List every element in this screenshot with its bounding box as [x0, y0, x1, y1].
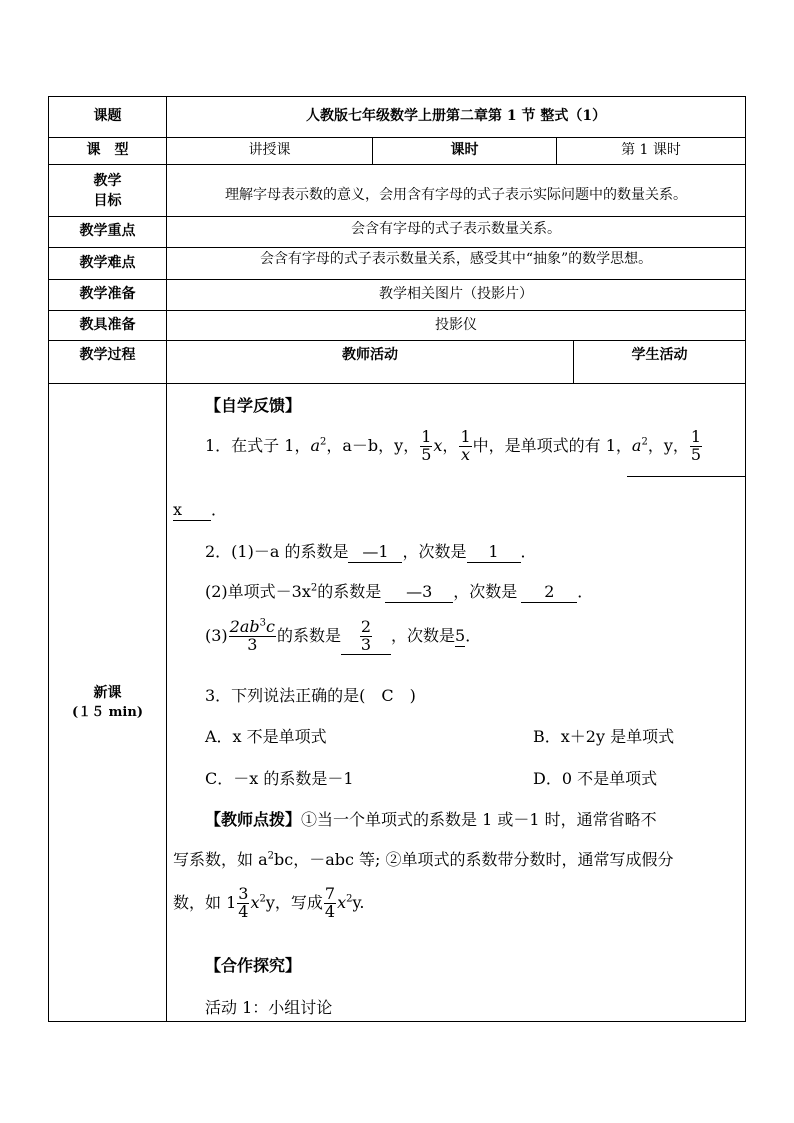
frac-num: 1: [690, 427, 702, 446]
frac-den: 4: [238, 901, 249, 921]
teacher-activity-header: 教师活动: [167, 341, 574, 384]
tip-line3-a: 数，如 1: [173, 892, 237, 912]
q2c-mid2: ，次数是: [391, 625, 456, 645]
teacher-tip-line1: [205, 810, 657, 830]
tip-line2-a: 写系数，如 a: [173, 850, 268, 869]
q1-exp: 2: [320, 436, 327, 448]
teacher-tip-line3: [173, 886, 365, 921]
frac-num: 7: [324, 884, 336, 903]
student-activity-header: 学生活动: [574, 341, 746, 384]
option-d: D．0 不是单项式: [533, 769, 658, 788]
q2b-coef: —3: [385, 582, 453, 603]
tip-line3-exp: 2: [259, 893, 266, 905]
option-a: A．x 不是单项式: [205, 727, 327, 746]
type-value: 讲授课: [167, 138, 373, 165]
q1-var-x: x: [433, 435, 443, 455]
q2b-period: ．: [577, 582, 594, 601]
period-value: 第 1 课时: [557, 138, 746, 165]
teacher-tip-heading: 【教师点拨】: [205, 810, 302, 829]
tip-line3-exp2: 2: [346, 893, 353, 905]
teacher-tip-line2: [173, 850, 674, 870]
q1-frac-answer: [690, 429, 702, 464]
tip-frac-7-4: [324, 886, 336, 921]
q1-frac-1-5: [420, 429, 432, 464]
tip-line3-x2: x: [337, 892, 347, 912]
prep-value: 教学相关图片（投影片）: [167, 280, 746, 311]
prep-label: 教学准备: [49, 280, 167, 311]
option-c: C．－x 的系数是－1: [205, 769, 354, 788]
frac-num: 3: [238, 884, 249, 903]
q1-tail-x: x: [173, 500, 211, 521]
frac-den: 4: [324, 901, 336, 921]
question-2b: [205, 582, 593, 603]
tip-frac-3-4: [237, 886, 249, 921]
q2c-frac-expr: [229, 619, 276, 654]
tools-label: 教具准备: [49, 311, 167, 341]
q1-text-a: ，a－b，y，: [326, 435, 420, 455]
option-b: B．x＋2y 是单项式: [533, 727, 675, 746]
q2c-mid1: 的系数是: [276, 625, 341, 645]
q1-intro: 1．在式子 1，: [205, 435, 311, 455]
q1-text-b: ，: [442, 435, 459, 455]
frac-den: 3: [360, 634, 372, 654]
goal-label-line1: 教学: [93, 172, 122, 189]
tip-line2-b: bc，－abc 等; ②单项式的系数带分数时，通常写成假分: [274, 850, 674, 869]
type-label: 课 型: [49, 138, 167, 165]
new-lesson-time: (１５ min): [72, 704, 143, 720]
difficulty-value: 会含有字母的式子表示数量关系，感受其中“抽象”的数学思想。: [167, 248, 746, 280]
lesson-content-cell: [167, 384, 746, 1022]
q1-frac-1-x: [459, 429, 471, 464]
tip-line2-exp: 2: [267, 850, 275, 862]
q1-tail-period: ．: [211, 500, 228, 519]
question-2a: [205, 542, 537, 563]
q2b-mid1: 的系数是: [317, 582, 382, 601]
tip-line1-text: ①当一个单项式的系数是 1 或－1 时，通常省略不: [301, 810, 657, 829]
frac-num-a: 2ab: [229, 617, 260, 636]
tip-line3-x: x: [250, 892, 260, 912]
q1-text-d: ，y，: [647, 435, 689, 455]
topic-label: 课题: [49, 97, 167, 138]
q2a-mid: ，次数是: [402, 542, 467, 561]
q1-var-a: a: [310, 435, 320, 455]
frac-num: 2: [360, 617, 372, 636]
frac-den: 5: [421, 444, 432, 464]
goal-label-line2: 目标: [93, 192, 122, 209]
topic-value: 人教版七年级数学上册第二章第 1 节 整式（1）: [167, 97, 746, 138]
tools-value: 投影仪: [167, 311, 746, 341]
new-lesson-label: 新课: [93, 684, 122, 701]
question-1: [205, 429, 703, 464]
self-study-heading: 【自学反馈】: [205, 396, 302, 415]
q2b-mid2: ，次数是: [453, 582, 518, 601]
q1-answer-line: [627, 476, 745, 477]
question-2c: [205, 619, 481, 655]
cooperative-heading: 【合作探究】: [205, 956, 302, 975]
frac-num: 1: [421, 427, 432, 446]
q2a-deg: 1: [467, 542, 521, 563]
question-3: 3．下列说法正确的是( C ): [205, 686, 416, 705]
frac-num-exp: 3: [259, 617, 267, 629]
period-label: 课时: [373, 138, 557, 165]
q2c-frac-coef: [360, 619, 372, 654]
focus-label: 教学重点: [49, 217, 167, 248]
q2a-coef: —1: [348, 542, 402, 563]
q1-var-a2: a: [631, 435, 642, 455]
q2c-prefix: (3): [205, 625, 228, 645]
goal-value: 理解字母表示数的意义，会用含有字母的式子表示实际问题中的数量关系。: [167, 165, 746, 217]
q1-answer-tail: [173, 500, 227, 521]
q2b-deg: 2: [521, 582, 577, 603]
tip-line3-e: y.: [352, 892, 365, 912]
q2b-exp: 2: [310, 582, 318, 594]
frac-den: 3: [247, 634, 258, 654]
goal-label: [49, 165, 167, 217]
frac-den: 5: [690, 444, 702, 464]
q2c-deg: 5: [455, 625, 466, 645]
activity-1: 活动 1：小组讨论: [205, 998, 333, 1017]
q2c-period: ．: [465, 625, 482, 645]
difficulty-label: 教学难点: [49, 248, 167, 280]
q2a-prefix: 2．(1)－a 的系数是: [205, 542, 349, 561]
q2c-coef: [341, 619, 391, 655]
focus-value: 会含有字母的式子表示数量关系。: [167, 217, 746, 248]
process-label: 教学过程: [49, 341, 167, 384]
q1-exp2: 2: [641, 436, 648, 448]
lesson-content: [167, 384, 745, 1021]
new-lesson-label-cell: [49, 384, 167, 1022]
q1-text-c: 中，是单项式的有 1，: [472, 435, 632, 455]
tip-line3-c: y，写成: [265, 892, 323, 912]
lesson-plan-table: [48, 96, 746, 1022]
frac-num: 1: [460, 427, 471, 446]
frac-num-c: c: [266, 617, 275, 636]
q2b-prefix: (2)单项式－3x: [205, 582, 311, 601]
q2a-period: ．: [520, 542, 537, 561]
frac-den: x: [461, 444, 471, 464]
